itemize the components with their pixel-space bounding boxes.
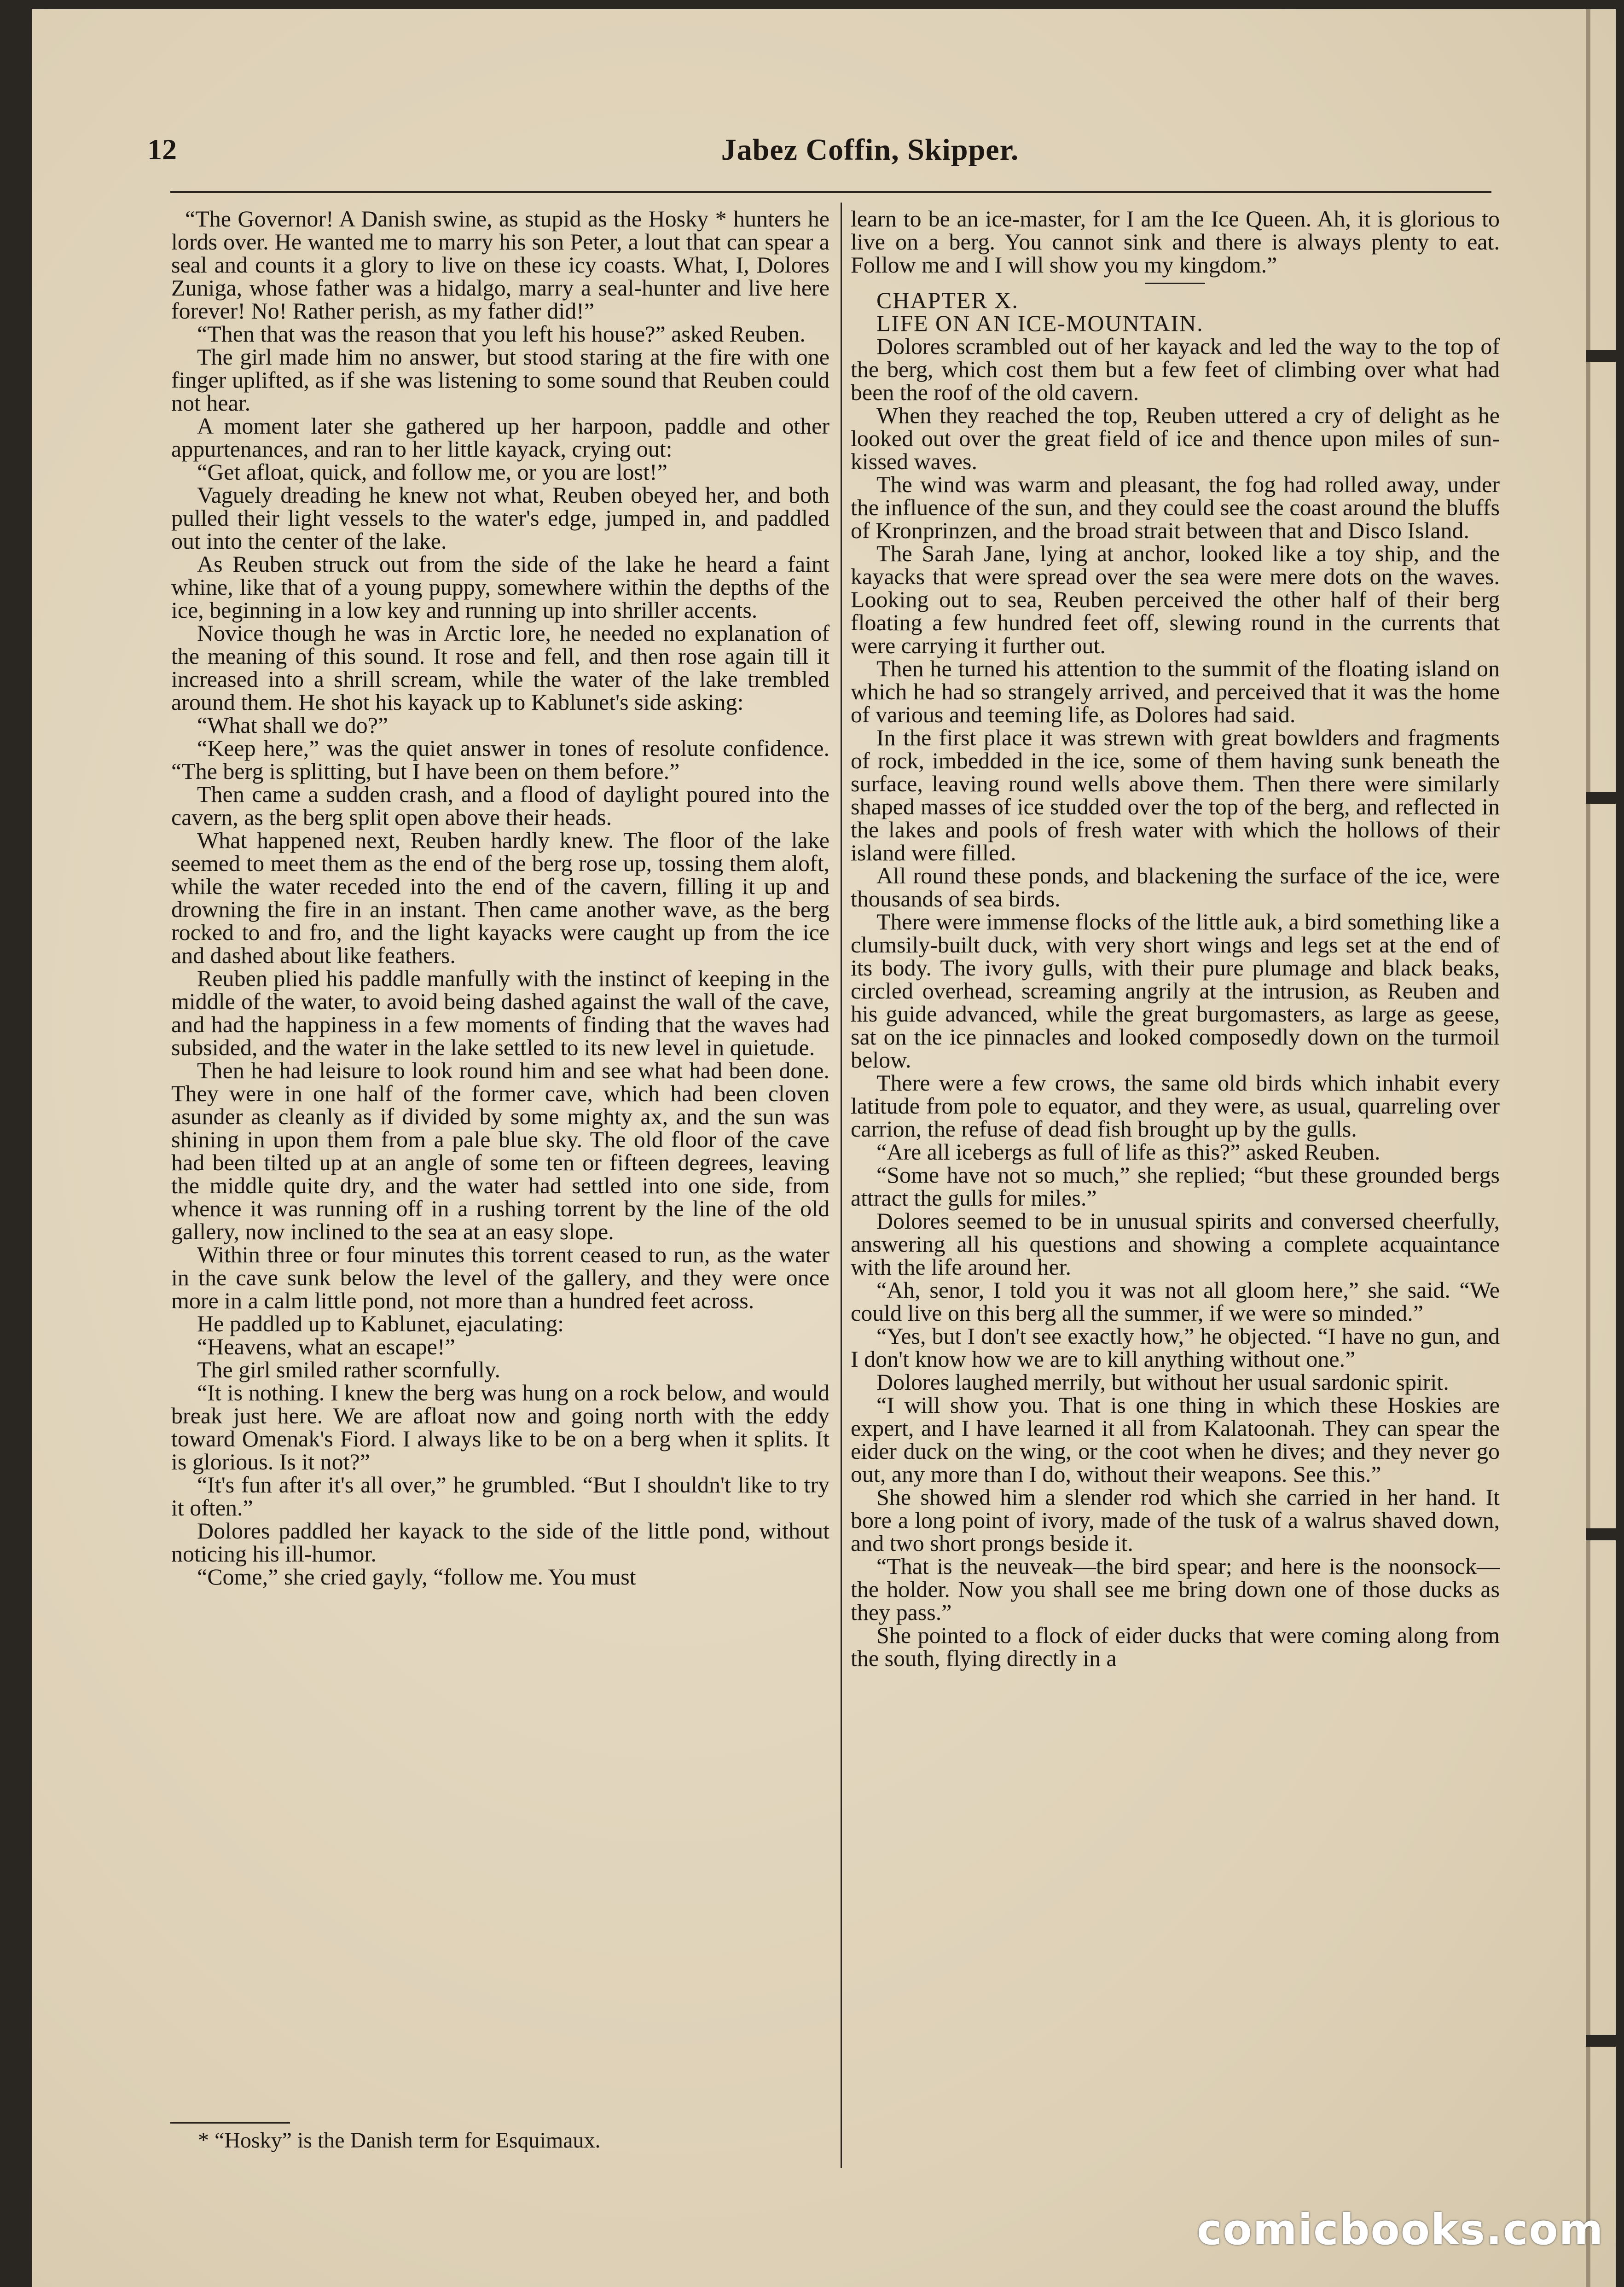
page-number: 12 xyxy=(147,133,177,166)
chapter-divider xyxy=(1145,283,1205,284)
paragraph: “Are all icebergs as full of life as this?” asked Reuben. xyxy=(876,1139,1380,1165)
paragraph: Dolores paddled her kayack to the side of the little pond, without noticing his ill-humor. xyxy=(171,1518,829,1567)
watermark: comicbooks.com xyxy=(1197,2205,1604,2254)
paragraph: Dolores scrambled out of her kayack and led the way to the top of the berg, which cost them but a few feet of climbing over what had been the roof of the old cavern. xyxy=(851,333,1500,405)
paragraph: All round these ponds, and blackening the surface of the ice, were thousands of sea birds. xyxy=(851,863,1500,911)
paragraph: Then he turned his attention to the summit of the floating island on which he had so strangely arrived, and perceived that it was the home of various and teeming life, as Dolores had said. xyxy=(851,656,1500,727)
paragraph: Novice though he was in Arctic lore, he needed no explanation of the meaning of this sound. It rose and fell, and then rose again till it increased into a shrill scream, while the water of the lake trembled around them. He shot his kayack up to Kablunet's side asking: xyxy=(171,620,829,715)
paragraph: “Heavens, what an escape!” xyxy=(197,1334,455,1359)
paragraph: “I will show you. That is one thing in which these Hoskies are expert, and I have learned it all from Kalatoonah. They can spear the eider duck on the wing, or the coot when he dives; and they never go out, any more than I do, without their weapons. See this.” xyxy=(851,1392,1500,1487)
paragraph: Reuben plied his paddle manfully with the instinct of keeping in the middle of the water, to avoid being dashed against the wall of the cave, and had the happiness in a few moments of finding that the waves had subsided, and the water in the lake settled to its new level in quietude. xyxy=(171,965,829,1060)
chapter-body xyxy=(851,335,1500,1670)
paragraph: He paddled up to Kablunet, ejaculating: xyxy=(197,1311,564,1336)
paragraph: “That is the neuveak—the bird spear; and here is the noonsock—the holder. Now you shall see me bring down one of those ducks as they pass.” xyxy=(851,1553,1500,1625)
paragraph: “Come,” she cried gayly, “follow me. You must xyxy=(197,1564,636,1590)
paragraph: “It's fun after it's all over,” he grumbled. “But I shouldn't like to try it often.” xyxy=(171,1472,829,1521)
footnote-rule xyxy=(170,2122,290,2124)
page-header xyxy=(147,133,1528,183)
paragraph: “The Governor! A Danish swine, as stupid as the Hosky * hunters he lords over. He wanted me to marry his son Peter, a lout that can spear a seal and counts it a glory to live on these icy coasts. What, I, Dolores Zuniga, whose father was a hidalgo, marry a seal-hunter and live here forever! No! Rather perish, as my father did!” xyxy=(171,206,829,324)
left-column xyxy=(171,207,829,1588)
paragraph: The wind was warm and pleasant, the fog had rolled away, under the influence of the sun, and they could see the coast around the bluffs of Kronprinzen, and the broad strait between that and Disco Island. xyxy=(851,471,1500,543)
staple xyxy=(1586,2035,1624,2047)
right-column-continuation xyxy=(851,207,1500,276)
paragraph: When they reached the top, Reuben uttered a cry of delight as he looked out over the great field of ice and thence upon miles of sun-kissed waves. xyxy=(851,402,1500,474)
staple xyxy=(1586,792,1624,804)
paragraph: There were immense flocks of the little auk, a bird something like a clumsily-built duck, with very short wings and legs set at the end of its body. The ivory gulls, with their pure plumage and black beaks, circled overhead, screaming angrily at the intrusion, as Reuben and his guide advanced, while the great burgomasters, as large as geese, sat on the ice pinnacles and looked composedly down on the turmoil below. xyxy=(851,909,1500,1073)
paragraph: “Keep here,” was the quiet answer in tones of resolute confidence. “The berg is splitting, but I have been on them before.” xyxy=(171,735,829,784)
paragraph: Vaguely dreading he knew not what, Reuben obeyed her, and both pulled their light vessels to the water's edge, jumped in, and paddled out into the center of the lake. xyxy=(171,482,829,554)
header-rule xyxy=(170,191,1491,193)
staple xyxy=(1586,1528,1624,1540)
paragraph: “Get afloat, quick, and follow me, or you are lost!” xyxy=(197,459,667,485)
paragraph: She pointed to a flock of eider ducks that were coming along from the south, flying directly in a xyxy=(851,1622,1500,1671)
paragraph: “It is nothing. I knew the berg was hung on a rock below, and would break just here. We are afloat now and going north with the eddy toward Omenak's Fiord. I always like to be on a berg when it splits. It is glorious. Is it not?” xyxy=(171,1380,829,1474)
paragraph: “Then that was the reason that you left his house?” asked Reuben. xyxy=(197,321,806,347)
running-head: Jabez Coffin, Skipper. xyxy=(721,133,1019,167)
paragraph: “Yes, but I don't see exactly how,” he objected. “I have no gun, and I don't know how we are to kill anything without one.” xyxy=(851,1323,1500,1372)
paragraph: The girl smiled rather scornfully. xyxy=(197,1357,501,1382)
paragraph: The Sarah Jane, lying at anchor, looked like a toy ship, and the kayacks that were spread over the sea were mere dots on the waves. Looking out to sea, Reuben perceived the other half of their berg floating a few hundred feet off, slewing round in the currents that were carrying it further out. xyxy=(851,540,1500,658)
paragraph: Then came a sudden crash, and a flood of daylight poured into the cavern, as the berg split open above their heads. xyxy=(171,781,829,830)
right-column xyxy=(851,207,1500,1670)
paragraph: In the first place it was strewn with great bowlders and fragments of rock, imbedded in the ice, some of them having sunk beneath the surface, leaving round wells above them. Then there were similarly shaped masses of ice studded over the top of the berg, and reflected in the lakes and pools of fresh water with which the hollows of their island were filled. xyxy=(851,725,1500,865)
chapter-subtitle: LIFE ON AN ICE-MOUNTAIN. xyxy=(876,310,1204,336)
paragraph: “Ah, senor, I told you it was not all gloom here,” she said. “We could live on this berg all the summer, if we were so minded.” xyxy=(851,1277,1500,1326)
paragraph: Then he had leisure to look round him and see what had been done. They were in one half of the former cave, which had been cloven asunder as cleanly as if divided by some mighty ax, and the sun was shining in upon them from a pale blue sky. The old floor of the cave had been tilted up at an angle of some ten or fifteen degrees, leaving the middle quite dry, and the water had settled into one side, from whence it was running off in a rushing torrent by the line of the old gallery, now inclined to the sea at an easy slope. xyxy=(171,1057,829,1244)
paragraph: The girl made him no answer, but stood staring at the fire with one finger uplifted, as if she was listening to some sound that Reuben could not hear. xyxy=(171,344,829,416)
page xyxy=(32,9,1616,2287)
paragraph: “Some have not so much,” she replied; “but these grounded bergs attract the gulls for miles.” xyxy=(851,1162,1500,1211)
paragraph: Within three or four minutes this torrent ceased to run, as the water in the cave sunk below the level of the gallery, and they were once more in a calm little pond, not more than a hundred feet across. xyxy=(171,1242,829,1313)
staple xyxy=(1586,350,1624,362)
column-divider xyxy=(841,203,842,2168)
footnote: * “Hosky” is the Danish term for Esquimaux. xyxy=(198,2128,601,2153)
paragraph: What happened next, Reuben hardly knew. The floor of the lake seemed to meet them as the end of the berg rose up, tossing them aloft, while the water receded into the end of the cavern, filling it up and drowning the fire in an instant. Then came another wave, as the berg rocked to and fro, and the light kayacks were caught up from the ice and dashed about like feathers. xyxy=(171,827,829,968)
paragraph: There were a few crows, the same old birds which inhabit every latitude from pole to equator, and they were, as usual, quarreling over carrion, the refuse of dead fish brought up by the gulls. xyxy=(851,1070,1500,1142)
paragraph: “What shall we do?” xyxy=(197,712,389,738)
paragraph: Dolores seemed to be in unusual spirits and conversed cheerfully, answering all his questions and showing a complete acquaintance with the life around her. xyxy=(851,1208,1500,1280)
paragraph: A moment later she gathered up her harpoon, paddle and other appurtenances, and ran to her little kayack, crying out: xyxy=(171,413,829,462)
paragraph: learn to be an ice-master, for I am the Ice Queen. Ah, it is glorious to live on a berg. You cannot sink and there is always plenty to eat. Follow me and I will show you my kingdom.” xyxy=(851,206,1500,278)
chapter-title: CHAPTER X. xyxy=(876,287,1019,313)
paragraph: Dolores laughed merrily, but without her usual sardonic spirit. xyxy=(876,1369,1449,1395)
paragraph: As Reuben struck out from the side of the lake he heard a faint whine, like that of a young puppy, somewhere within the depths of the ice, beginning in a low key and running up into shriller accents. xyxy=(171,551,829,623)
paragraph: She showed him a slender rod which she carried in her hand. It bore a long point of ivory, made of the tusk of a walrus shaved down, and two short prongs beside it. xyxy=(851,1484,1500,1556)
